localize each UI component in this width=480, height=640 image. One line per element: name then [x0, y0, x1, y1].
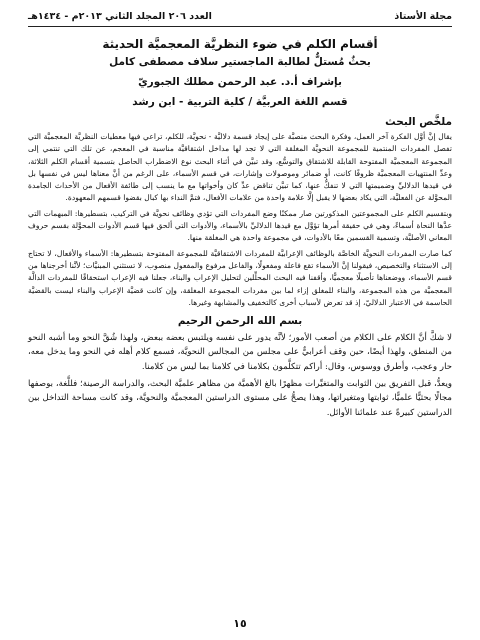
- title-block: [28, 37, 452, 108]
- abstract-paragraph: يقال إنَّ أوَّل الفكرة آخر العمل، وفكرة البحث منصبَّة على إيجاد قسمة دلاليَّة - نحويَّة، للكلم، تراعي فيها معطيات النظريَّة المعجميَّة التي تفصل المفردات المنتمية للمجموعة النحويَّة المغلقة التي لا تجد لها مداخل اشتقاقيَّة مناسبة في المعجم، عن تلك التي تنتمي إلى المجموعة المعجميَّة المفتوحة القابلة للاشتقاق والتوسُّع، وقد تبيَّن في أثناء البحث نوع الاضطراب الحاصل بتسمية أقسام الكلم الثلاثة، وعدِّ المنتهيات المعجميَّة ظروفًا كانت، أو ضمائر وموصولات وإشارات، في قسم الأسماء، على الرغم من أنَّ معناها ليس في نفسها بل في قيدها الدلاليِّ وضميمتها التي لا تنفكُّ عنها، كما تبيَّن تناقض عدِّ كان وأخواتها مع ما ينسب إلى طائفة الأفعال من الأحداث الجامدة المحوَّلة عن الفعليَّة، التي يكاد بعضها لا يقبل إلَّا علامة واحدة من علامات الأفعال، فتمَّ النداء بها كبال بقضوا قسمهم المعهودة.: [28, 132, 452, 203]
- basmala: بسم الله الرحمن الرحيم: [177, 315, 303, 328]
- abstract-heading: ملخَّص البحث: [385, 116, 452, 128]
- page-number: ١٥: [233, 617, 247, 630]
- running-header: [28, 8, 452, 27]
- author-line: بحثٌ مُستلٌّ لطالبة الماجستير سلاف مصطفى كامل: [109, 56, 371, 68]
- paper-title: أقسام الكلم في ضوء النظريَّة المعجميَّة الحديثة: [102, 37, 378, 51]
- abstract-paragraph: كما صارت المفردات النحويَّة الخاصَّة بالوظائف الإعرابيَّة للمفردات الاشتقاقيَّة للمجموعة المفتوحة بتسطيرها: الأسماء والأفعال، لا تحتاج إلى الاستثناء والتخصيص، فيقولنا إنَّ الأسماء تقع فاعلة ومفعولًا، والفاعل مرفوع والمفعول منصوب، لا تستثني المبنيَّات؛ لأنَّنا أخرجناها من قسم الأسماء، ووضعناها تأصيلًا معجميًّا، وأقفنا فيه البحث المحلِّلين لتحليل الإعراب والبناء، جعلنا فيه الإعراب استحقاقًا للمفردات الدالَّة المعجميَّة من هذه المجموعة، والبناء للمغلق إزاء لما بين مفردات المجموعة المغلقة، وإن كانت قضيَّة الإعراب والبناء ليست بالقضيَّة الحاسمة في الاعتبار الدلاليّ، إذ قد تعرض لأسباب أخرى كالتخفيف والمشابهة وغيرها.: [28, 248, 452, 307]
- body-paragraph: ويعدُّ، قبل التفريق بين الثوابت والمتغيِّرات مظهرًا بالغ الأهميَّة من مظاهر علميَّة البحث، والدراسة الرصينة؛ فللَّغة، بوصفها مجالًا بحثيًّا علميًّا، ثوابتها ومتغيراتها، وهذا يصحُّ على مستوى الدراستين المعجميَّة والنحويَّة، وقد كانت مساحة التداخل بين الدراستين كبيرةً عند علمائنا الأوائل.: [28, 379, 452, 418]
- abstract-paragraph: وبتقسيم الكلم على المجموعتين المذكورتين صار ممكنًا وضع المفردات التي تؤدي وظائف نحويَّة في التركيب، بتسطيرها: المبهمات التي عدَّها النحاة أسماءً، وهي في حقيقة أمرها تؤوَّل مع قيدها الدلاليِّ بالأسماء، والأدوات التي ألحق فيها قسم الأدوات المحوَّلة بقسم حروف المعاني الأصليَّة، وتسمية القسمين معًا بالأدوات، في مجموعة واحدة هي المغلقة منها.: [28, 208, 452, 243]
- journal-name: مجلة الأستاذ: [394, 10, 452, 22]
- affiliation-line: قسم اللغة العربيَّة / كلية التربية - ابن رشد: [132, 96, 348, 108]
- issue-info: العدد ٢٠٦ المجلد الثاني ٢٠١٣م - ١٤٣٤هـ: [28, 10, 212, 22]
- body-section: [28, 331, 452, 420]
- supervisor-line: بإشراف أ.د. عبد الرحمن مطلك الجبوريّ: [138, 76, 342, 88]
- abstract-section: [28, 131, 452, 309]
- body-paragraph: لا شكَّ أنَّ الكلام على الكلام من أصعب الأمور؛ لأنَّه يدور على نفسه ويلتبس بعضه ببعض، ولهذا شُقَّ النحو وما أشبه النحو من المنطق، ولهذا أيضًا، حين وقف أعرابيٌّ على مجلس من المجالس النحويَّة، فسمع كلام أهله في النحو وما يدخل معه، حار وعجب، وأطرق ووسوس، وقال: أراكم تتكلَّمون بكلامنا في كلامنا بما ليس من كلامنا.: [28, 333, 452, 372]
